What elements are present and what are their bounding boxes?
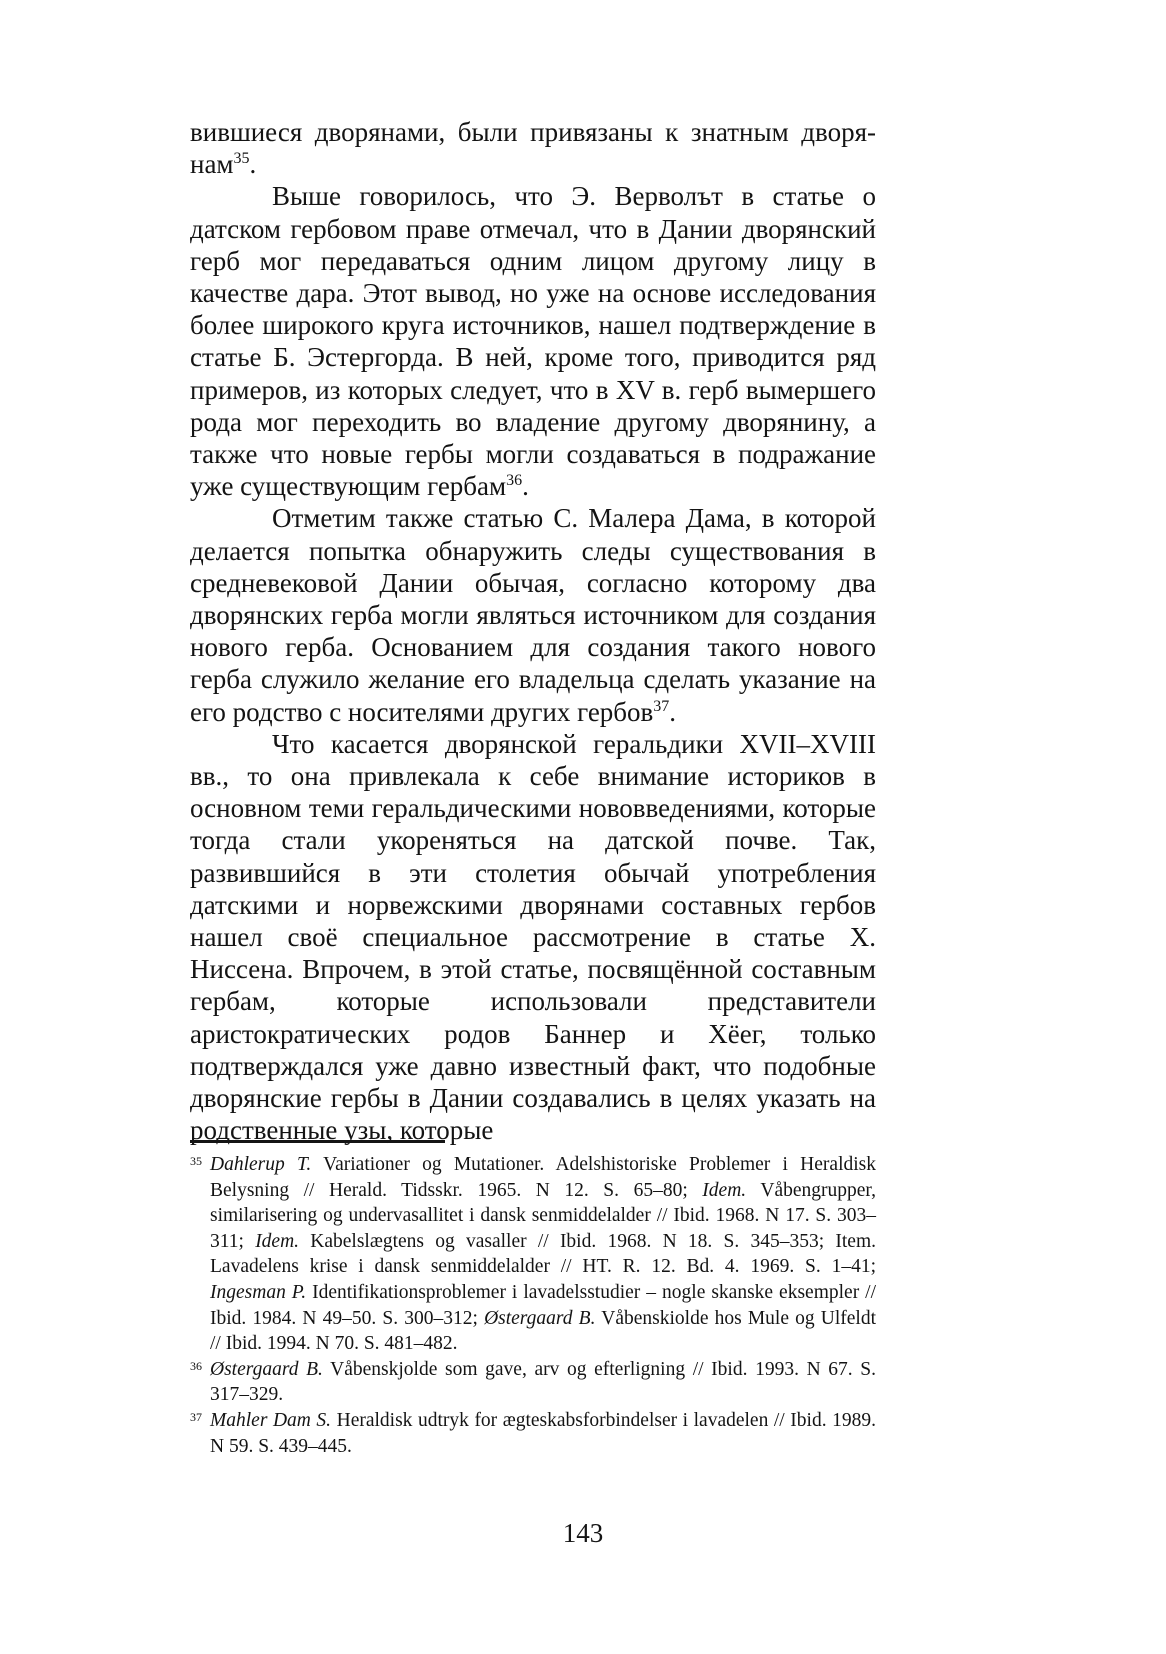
author: Østergaard B. [210, 1358, 323, 1380]
citation-text: Våbenskiolde hos Mule og Ulfeldt // Ibid. 1994. N 70. S. 481–482. [210, 1307, 876, 1355]
footnote-37 [190, 1408, 876, 1459]
paragraph-2-end: . [522, 471, 529, 502]
citation-text: Våbenskjolde som gave, arv og efterligning // Ibid. 1993. N 67. S. 317–329. [210, 1358, 876, 1406]
author: Idem. [702, 1179, 747, 1201]
paragraph-3 [190, 502, 876, 727]
footnote-ref-36[interactable]: 36 [506, 472, 523, 490]
footnote-36 [190, 1357, 876, 1408]
paragraph-3-text: Отметим также статью С. Малера Дама, в которой делается попытка обнаружить следы существования в средневековой Дании обычая, согласно которому два дворянских герба могли являться источником для создания нового герба. Основанием для создания такого нового герба служило желание его владельца сделать указание на его родство с носителями других гербов [190, 503, 876, 727]
page-number: 143 [562, 1518, 604, 1548]
paragraph-1 [190, 116, 876, 180]
author: Ingesman P. [210, 1281, 307, 1303]
paragraph-2 [190, 180, 876, 502]
author: Idem. [255, 1230, 300, 1252]
citation-text: Heraldisk udtryk for ægteskabsforbindelser i lavadelen // Ibid. 1989. N 59. S. 439–445. [210, 1409, 876, 1457]
footnote-number: 35 [190, 1154, 202, 1168]
paragraph-1-text: вившиеся дворянами, были привязаны к знатным дворя-нам [190, 117, 876, 180]
author: Mahler Dam S. [210, 1409, 332, 1431]
footnote-ref-37[interactable]: 37 [653, 697, 670, 715]
footnotes [190, 1152, 876, 1459]
author: Dahlerup T. [210, 1154, 312, 1175]
author: Østergaard B. [484, 1307, 596, 1329]
footnote-body [210, 1408, 876, 1459]
citation-text: Våbengrupper, similarisering og undervasallitet i dansk senmiddelalder // Ibid. 1968. N 17. S. 303–311; [210, 1179, 876, 1252]
footnote-divider [190, 1140, 445, 1143]
footnote-body [210, 1357, 876, 1408]
footnote-number: 37 [190, 1409, 202, 1424]
paragraph-4 [190, 728, 876, 1147]
footnote-35 [190, 1152, 876, 1357]
main-text [190, 116, 876, 1147]
footnote-body [210, 1152, 876, 1357]
paragraph-2-text: Выше говорилось, что Э. Верволът в статье о датском гербовом праве отмечал, что в Дании дворянский герб мог передаваться одним лицом другому лицу в качестве дара. Этот вывод, но уже на основе исследования более широкого круга источников, нашел подтверждение в статье Б. Эстергорда. В ней, кроме того, приводится ряд примеров, из которых следует, что в XV в. герб вымершего рода мог переходить во владение другому дворянину, а также что новые гербы могли создаваться в подражание уже существующим гербам [190, 181, 876, 502]
citation-text: Identifikationsproblemer i lavadelsstudier – nogle skanske eksempler // Ibid. 1984. N 49–50. S. 300–312; [210, 1281, 877, 1329]
footnote-ref-35[interactable]: 35 [233, 150, 250, 168]
paragraph-3-end: . [669, 696, 677, 727]
citation-text: Variationer og Mutationer. Adelshistoriske Problemer i Heraldisk Belysning // Herald. Tidsskr. 1965. N 12. S. 65–80; [210, 1154, 876, 1201]
paragraph-4-text: Что касается дворянской геральдики XVII–XVIII вв., то она привлекала к себе внимание историков в основном теми геральдическими нововведениями, которые тогда стали укореняться на датской почве. Так, развившийся в эти столетия обычай употребления датскими и норвежскими дворянами составных гербов нашел своё специальное рассмотрение в статье Х. Ниссена. Впрочем, в этой статье, посвящённой составным гербам, которые использовали представители аристократических родов Баннер и Хёег, только подтверждался уже давно известный факт, что подобные дворянские гербы в Дании создавались в целях указать на родственные узы, которые [190, 728, 876, 1146]
paragraph-1-end: . [249, 149, 257, 180]
footnote-number: 36 [190, 1358, 202, 1373]
citation-text: Kabelslægtens og vasaller // Ibid. 1968. N 18. S. 345–353; Item. Lavadelens krise i dansk senmiddelalder // HT. R. 12. Bd. 4. 1969. S. 1–41; [210, 1230, 876, 1278]
